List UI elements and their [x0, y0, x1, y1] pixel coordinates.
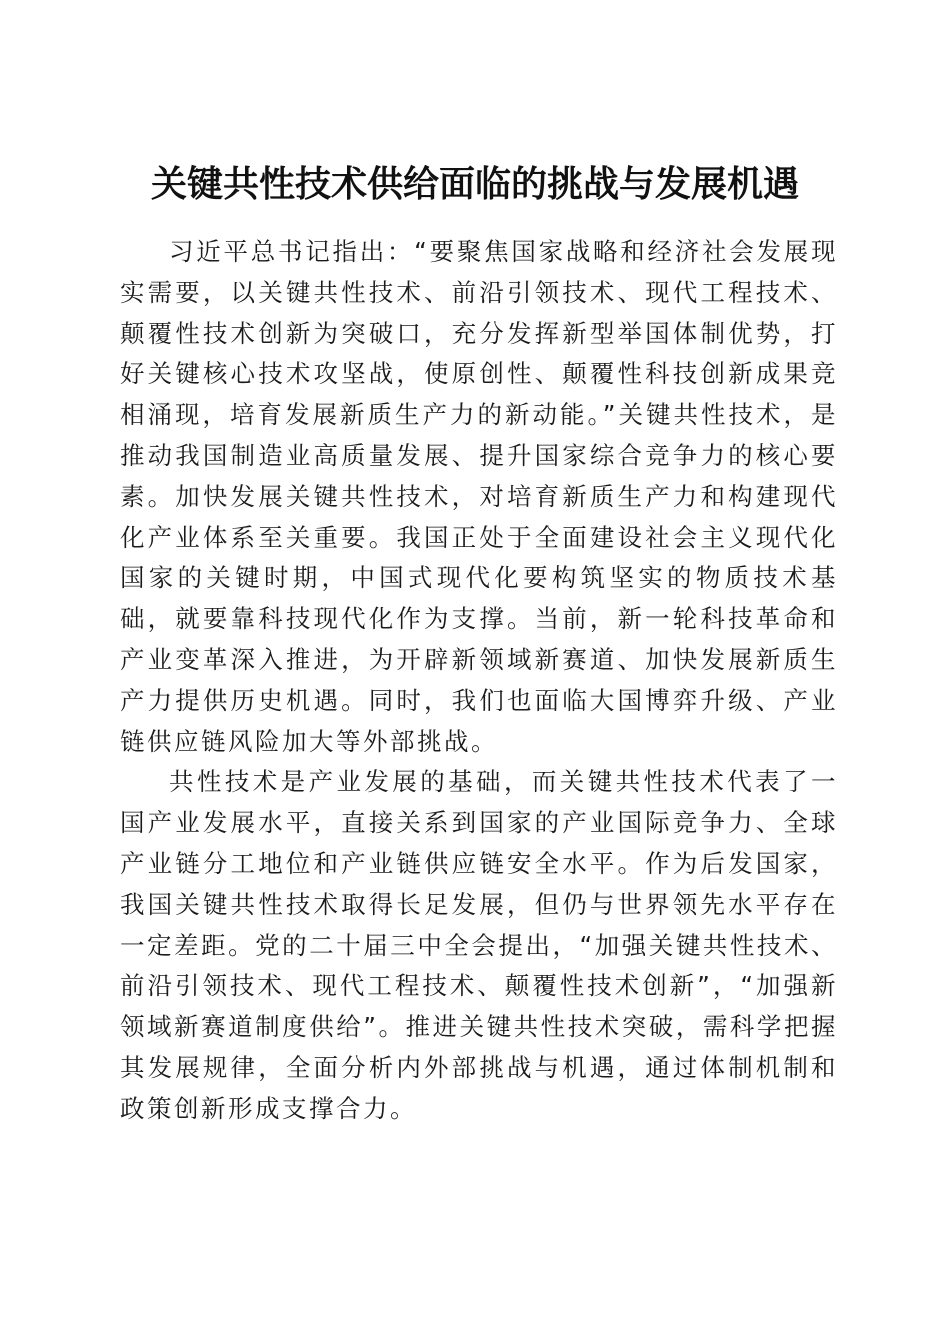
document-title: 关键共性技术供给面临的挑战与发展机遇 [150, 163, 799, 206]
paragraph-1: 习近平总书记指出：“要聚焦国家战略和经济社会发展现实需要，以关键共性技术、前沿引领技术、现代工程技术、颠覆性技术创新为突破口，充分发挥新型举国体制优势，打好关键核心技术攻坚战，使原创性、颠覆性科技创新成果竞相涌现，培育发展新质生产力的新动能。”关键共性技术，是推动我国制造业高质量发展、提升国家综合竞争力的核心要素。加快发展关键共性技术，对培育新质生产力和构建现代化产业体系至关重要。我国正处于全面建设社会主义现代化国家的关键时期，中国式现代化要构筑坚实的物质技术基础，就要靠科技现代化作为支撑。当前，新一轮科技革命和产业变革深入推进，为开辟新领域新赛道、加快发展新质生产力提供历史机遇。同时，我们也面临大国博弈升级、产业链供应链风险加大等外部挑战。 [120, 237, 838, 756]
paragraph-2: 共性技术是产业发展的基础，而关键共性技术代表了一国产业发展水平，直接关系到国家的产业国际竞争力、全球产业链分工地位和产业链供应链安全水平。作为后发国家，我国关键共性技术取得长足发展，但仍与世界领先水平存在一定差距。党的二十届三中全会提出，“加强关键共性技术、前沿引领技术、现代工程技术、颠覆性技术创新”，“加强新领域新赛道制度供给”。推进关键共性技术突破，需科学把握其发展规律，全面分析内外部挑战与机遇，通过体制机制和政策创新形成支撑合力。 [120, 767, 838, 1123]
document-body [120, 232, 838, 1130]
